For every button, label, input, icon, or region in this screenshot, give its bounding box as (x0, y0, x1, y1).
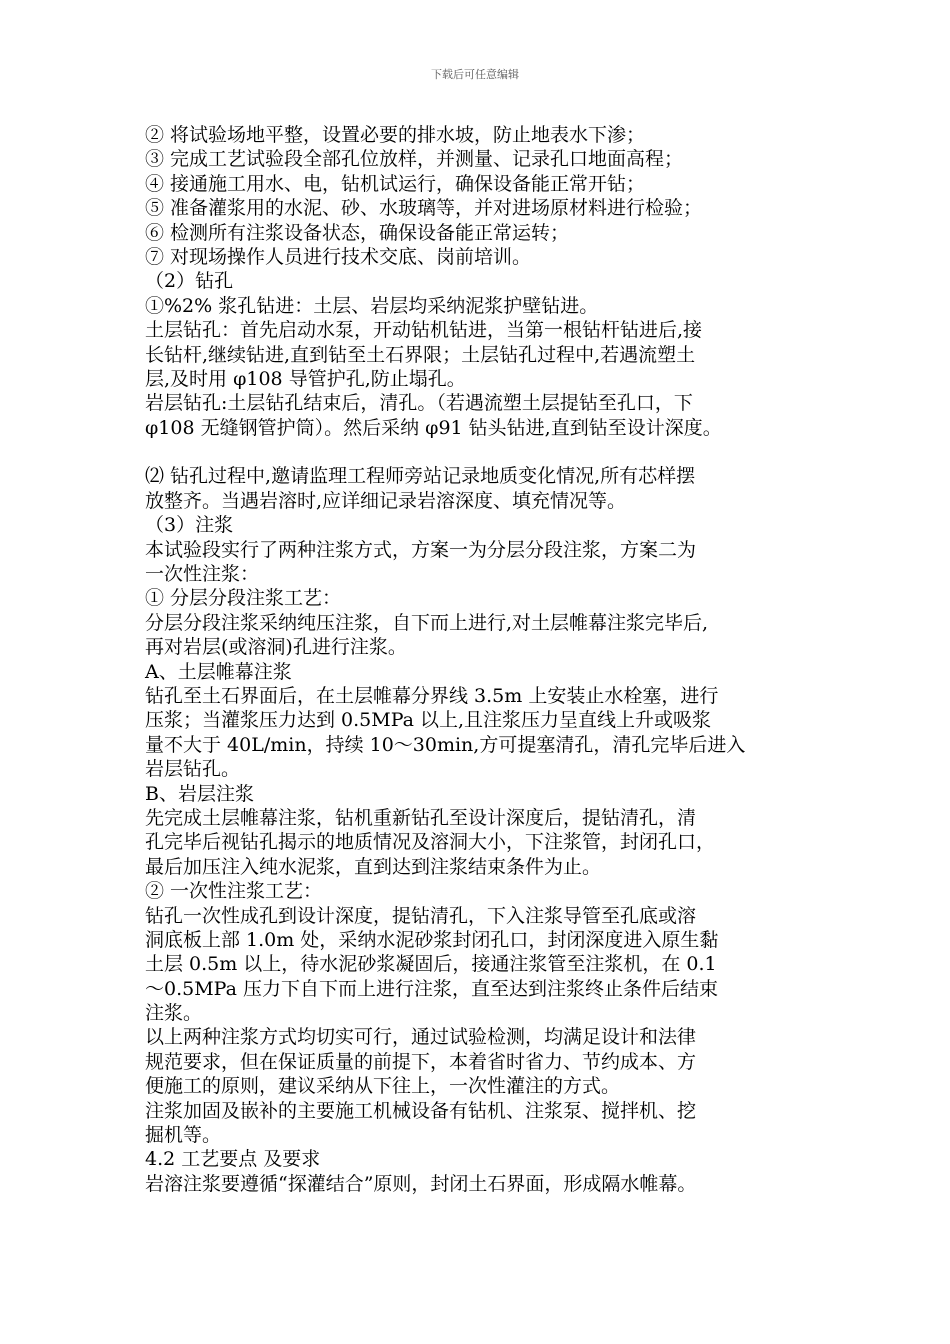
text-line: 本试验段实行了两种注浆方式，方案一为分层分段注浆，方案二为 (145, 538, 697, 561)
text-line: 钻孔一次性成孔到设计深度，提钻清孔，下入注浆导管至孔底或溶 (145, 904, 697, 927)
text-line: 掘机等。 (145, 1124, 222, 1147)
text-line: 注浆。 (145, 1002, 203, 1025)
subsection-heading: A、土层帷幕注浆 (145, 660, 292, 683)
text-line: 孔完毕后视钻孔揭示的地质情况及溶洞大小，下注浆管，封闭孔口， (145, 831, 716, 854)
text-line: ⑥ 检测所有注浆设备状态，确保设备能正常运转； (145, 221, 570, 244)
text-line: 岩溶注浆要遵循“探灌结合”原则，封闭土石界面，形成隔水帷幕。 (145, 1172, 697, 1195)
text-line: 以上两种注浆方式均切实可行，通过试验检测，均满足设计和法律 (145, 1026, 697, 1049)
text-line: 压浆；当灌浆压力达到 0.5MPa 以上,且注浆压力呈直线上升或吸浆 (145, 709, 712, 732)
text-line: 规范要求，但在保证质量的前提下，本着省时省力、节约成本、方 (145, 1050, 697, 1073)
text-line: 放整齐。当遇岩溶时,应详细记录岩溶深度、填充情况等。 (145, 489, 627, 512)
section-heading: 4.2 工艺要点 及要求 (145, 1148, 321, 1171)
subsection-heading: ② 一次性注浆工艺： (145, 880, 323, 903)
text-line: 一次性注浆： (145, 563, 260, 586)
text-line: 岩层钻孔:土层钻孔结束后，清孔。（若遇流塑土层提钻至孔口，下 (145, 392, 693, 415)
blank-line (145, 440, 825, 464)
text-line: ③ 完成工艺试验段全部孔位放样，并测量、记录孔口地面高程； (145, 148, 684, 171)
text-line: ② 将试验场地平整，设置必要的排水坡，防止地表水下渗； (145, 124, 646, 146)
text-line: 量不大于 40L/min，持续 10～30min,方可提塞清孔，清孔完毕后进入 (145, 733, 746, 756)
text-line: 层,及时用 φ108 导管护孔,防止塌孔。 (145, 367, 466, 390)
subsection-heading: ① 分层分段注浆工艺： (145, 587, 342, 610)
text-line: ①%2% 浆孔钻进：土层、岩层均采纳泥浆护壁钻进。 (145, 294, 599, 317)
text-line: ⑤ 准备灌浆用的水泥、砂、水玻璃等，并对进场原材料进行检验； (145, 197, 703, 220)
text-line: 便施工的原则，建议采纳从下往上，一次性灌注的方式。 (145, 1075, 621, 1098)
text-line: 再对岩层(或溶洞)孔进行注浆。 (145, 636, 407, 659)
text-line: ⑦ 对现场操作人员进行技术交底、岗前培训。 (145, 245, 532, 268)
text-line: 钻孔至土石界面后，在土层帷幕分界线 3.5m 上安装止水栓塞，进行 (145, 684, 719, 707)
text-line: ④ 接通施工用水、电，钻机试运行，确保设备能正常开钻； (145, 172, 646, 195)
subsection-heading: B、岩层注浆 (145, 782, 254, 805)
text-line: 岩层钻孔。 (145, 758, 241, 781)
text-line: 土层 0.5m 以上，待水泥砂浆凝固后，接通注浆管至注浆机，在 0.1 (145, 953, 717, 976)
document-body (145, 123, 825, 1196)
text-line: 洞底板上部 1.0m 处，采纳水泥砂浆封闭孔口，封闭深度进入原生黏 (145, 928, 719, 951)
section-heading: （2）钻孔 (145, 270, 234, 293)
text-line: 长钻杆,继续钻进,直到钻至土石界限；土层钻孔过程中,若遇流塑土 (145, 343, 696, 366)
text-line: 土层钻孔：首先启动水泵，开动钻机钻进，当第一根钻杆钻进后,接 (145, 319, 703, 342)
text-line: 先完成土层帷幕注浆，钻机重新钻孔至设计深度后，提钻清孔，清 (145, 806, 697, 829)
text-line: φ108 无缝钢管护筒）。然后采纳 φ91 钻头钻进,直到钻至设计深度。 (145, 416, 722, 439)
text-line: 分层分段注浆采纳纯压注浆，自下而上进行,对土层帷幕注浆完毕后, (145, 611, 709, 634)
text-line: ～0.5MPa 压力下自下而上进行注浆，直至达到注浆终止条件后结束 (145, 977, 718, 1000)
text-line: 最后加压注入纯水泥浆，直到达到注浆结束条件为止。 (145, 855, 602, 878)
section-heading: （3）注浆 (145, 514, 234, 537)
text-line: 注浆加固及嵌补的主要施工机械设备有钻机、注浆泵、搅拌机、挖 (145, 1099, 697, 1122)
page-header: 下载后可任意编辑 (431, 68, 519, 81)
text-line: ⑵ 钻孔过程中,邀请监理工程师旁站记录地质变化情况,所有芯样摆 (145, 465, 696, 488)
